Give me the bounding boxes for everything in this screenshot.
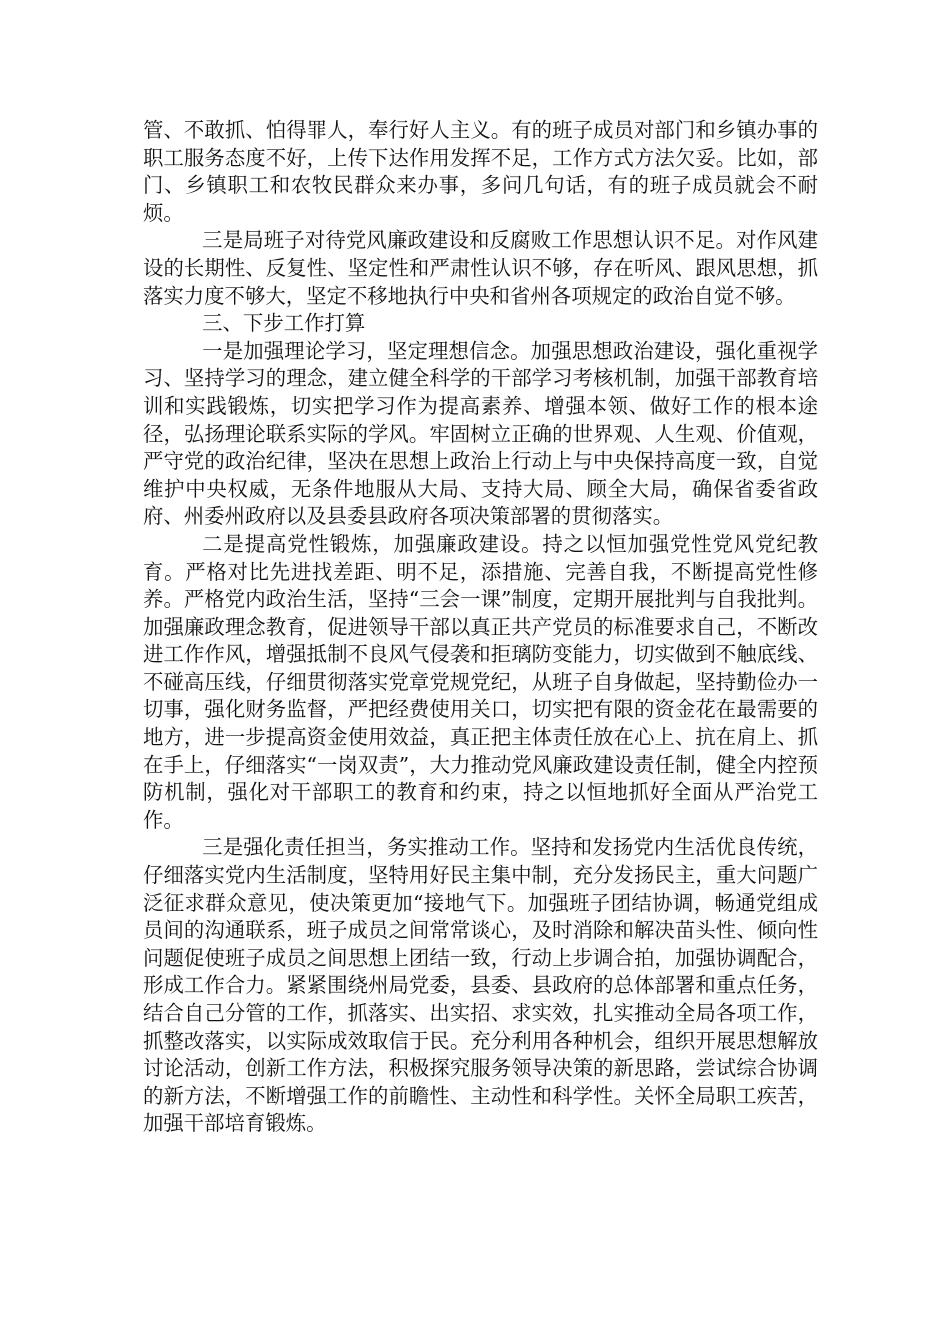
paragraph-party-discipline: 二是提高党性锻炼，加强廉政建设。持之以恒加强党性党风党纪教育。严格对比先进找差距、明不足，添措施、完善自我，不断提高党性修养。严格党内政治生活，坚持“三会一课”制度，定期开展批判与自我批判。加强廉政理念教育，促进领导干部以真正共产党员的标准要求自己，不断改进工作作风，增强抵制不良风气侵袭和拒璃防变能力，切实做到不触底线、不碰高压线，仔细贯彻落实党章党规党纪，从班子自身做起，坚持勤俭办一切事，强化财务监督，严把经费使用关口，切实把有限的资金花在最需要的地方，进一步提高资金使用效益，真正把主体责任放在心上、抗在肩上、抓在手上，仔细落实“一岗双责”，大力推动党风廉政建设责任制，健全内控预防机制，强化对干部职工的教育和约束，持之以恒地抓好全面从严治党工作。 <box>143 531 818 832</box>
document-body <box>143 117 818 1138</box>
paragraph-responsibility: 三是强化责任担当，务实推动工作。坚持和发扬党内生活优良传统，仔细落实党内生活制度，坚特用好民主集中制，充分发扬民主，重大问题广泛征求群众意见，使决策更加“接地气下。加强班子团结协调，畅通党组成员间的沟通联系，班子成员之间常常谈心，及时消除和解决苗头性、倾向性问题促使班子成员之间思想上团结一致，行动上步调合拍，加强协调配合，形成工作合力。紧紧围绕州局党委，县委、县政府的总体部署和重点任务，结合自己分管的工作，抓落实、出实招、求实效，扎实推动全局各项工作，抓整改落实，以实际成效取信于民。充分利用各种机会，组织开展思想解放讨论活动，创新工作方法，积极探究服务领导决策的新思路，尝试综合协调的新方法，不断增强工作的前瞻性、主动性和科学性。关怀全局职工疾苦，加强干部培育锻炼。 <box>143 835 818 1136</box>
paragraph-continuation: 管、不敢抓、怕得罪人，奉行好人主义。有的班子成员对部门和乡镇办事的职工服务态度不好，上传下达作用发挥不足，工作方式方法欠妥。比如，部门、乡镇职工和农牧民群众来办事，多问几句话，有的班子成员就会不耐烦。 <box>143 118 818 225</box>
section-heading-next-steps: 三、下步工作打算 <box>202 311 366 336</box>
paragraph-point-three-awareness: 三是局班子对待党风廉政建设和反腐败工作思想认识不足。对作风建设的长期性、反复性、坚定性和严肃性认识不够，存在听风、跟风思想，抓落实力度不够大，坚定不移地执行中央和省州各项规定的政治自觉不够。 <box>143 228 818 308</box>
paragraph-theory-study: 一是加强理论学习，坚定理想信念。加强思想政治建设，强化重视学习、坚持学习的理念，建立健全科学的干部学习考核机制，加强干部教育培训和实践锻炼，切实把学习作为提高素养、增强本领、做好工作的根本途径，弘扬理论联系实际的学风。牢固树立正确的世界观、人生观、价值观，严守党的政治纪律，坚决在思想上政治上行动上与中央保持高度一致，自觉维护中央权威，无条件地服从大局、支持大局、顾全大局，确保省委省政府、州委州政府以及县委县政府各项决策部署的贯彻落实。 <box>143 338 818 529</box>
